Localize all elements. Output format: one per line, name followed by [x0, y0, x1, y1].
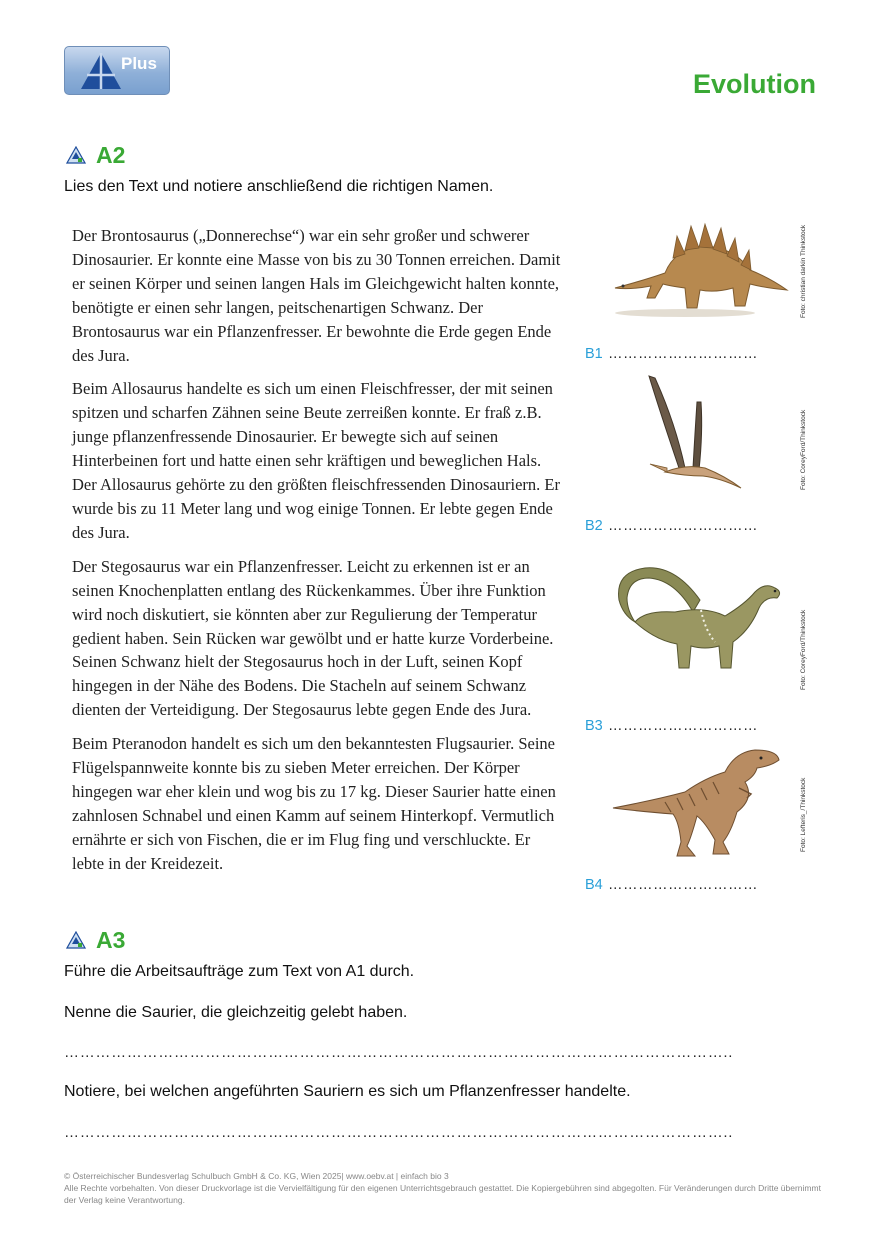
- task-id: A2: [96, 141, 126, 168]
- paragraph-pteranodon: Beim Pteranodon handelt es sich um den bekanntesten Flugsaurier. Seine Flügelspannweite konnte bis zu sieben Meter erreichen. Der Körper hingegen war eher klein und wog bis zu 17 kg. Dieser Saurier hatte einen zahnlosen Schnabel und einen Kamm auf seinem Hinterkopf. Vermutlich ernährte er sich von Fischen, die er im Flug fing und verschluckte. Er lebte in der Kreidezeit.: [72, 734, 556, 873]
- paragraph-allosaurus: Beim Allosaurus handelte es sich um einen Fleischfresser, der mit seinen spitzen und scharfen Zähnen seine Beute zerreißen konnte. Er fraß z.B. junge pflanzenfressende Dinosaurier. Er bewegte sich auf seinen Hinterbeinen fort und hatte einen sehr kräftigen und beweglichen Hals. Der Allosaurus gehörte zu den größten fleischfressenden Dinosauriern. Er wurde bis zu 11 Meter lang und wog einige Tonnen. Er lebte gegen Ende des Jura.: [72, 379, 560, 542]
- answer-line-1[interactable]: ………………………………………………………………………………………………………………..: [64, 1044, 734, 1061]
- footer-copyright: © Österreichischer Bundesverlag Schulbuch GmbH & Co. KG, Wien 2025| www.oebv.at | einfach bio 3: [64, 1171, 449, 1181]
- photo-credit-b3: Foto: CoreyFord/Thinkstock: [800, 609, 807, 690]
- a2-instruction: Lies den Text und notiere anschließend die richtigen Namen.: [64, 178, 494, 195]
- logo-text: Plus: [121, 54, 157, 73]
- a3-instruction: Führe die Arbeitsaufträge zum Text von A1 durch.: [64, 963, 415, 980]
- brontosaurus-image: [605, 560, 795, 675]
- footer: [64, 1170, 824, 1206]
- plus-logo: [64, 46, 170, 95]
- task-level-icon: [66, 146, 86, 164]
- label-b2: B2: [585, 518, 603, 534]
- answer-b2[interactable]: …………………………: [608, 518, 758, 534]
- label-b3: B3: [585, 718, 603, 734]
- photo-credit-b2: Foto: CoreyFord/Thinkstock: [800, 409, 807, 490]
- footer-rights: Alle Rechte vorbehalten. Von dieser Druckvorlage ist die Vervielfältigung für den eigenen Unterrichtsgebrauch gestattet. Die Kopiergebühren sind abgegolten. Für Veränderungen durch Dritte übernimmt der Verlag keine Verantwortung.: [64, 1183, 821, 1205]
- reading-text: [72, 224, 562, 886]
- page-title: Evolution: [693, 69, 816, 99]
- pteranodon-image: [605, 372, 795, 492]
- answer-b3[interactable]: …………………………: [608, 718, 758, 734]
- stegosaurus-image: [605, 218, 795, 318]
- label-b1: B1: [585, 346, 603, 362]
- answer-b1[interactable]: …………………………: [608, 346, 758, 362]
- a3-question-1: Nenne die Saurier, die gleichzeitig gelebt haben.: [64, 1004, 408, 1021]
- task-a2-heading: [66, 141, 125, 169]
- photo-credit-b4: Foto: Lefteris_/Thinkstock: [800, 777, 807, 852]
- answer-line-2[interactable]: ………………………………………………………………………………………………………………..: [64, 1124, 734, 1141]
- task-level-icon: [66, 931, 86, 949]
- task-a3-heading: [66, 926, 125, 954]
- a3-question-2: Notiere, bei welchen angeführten Sauriern es sich um Pflanzenfresser handelte.: [64, 1083, 631, 1100]
- paragraph-brontosaurus: Der Brontosaurus („Donnerechse“) war ein sehr großer und schwerer Dinosaurier. Er konnte eine Masse von bis zu 30 Tonnen erreichen. Damit er seinen Körper und seinen langen Hals im Gleichgewicht halten konnte, benötigte er einen sehr langen, peitschenartigen Schwanz. Der Brontosaurus war ein Pflanzenfresser. Er bewohnte die Erde gegen Ende des Jura.: [72, 226, 561, 365]
- paragraph-stegosaurus: Der Stegosaurus war ein Pflanzenfresser. Leicht zu erkennen ist er an seinen Knochenplatten entlang des Rückenkammes. Über ihre Funktion wird noch diskutiert, sie könnten aber zur Regulierung der Temperatur gedient haben. Sein Rücken war gewölbt und er hatte kurze Vorderbeine. Seinen Schwanz hielt der Stegosaurus hoch in der Luft, seinen Kopf hingegen in der Nähe des Bodens. Die Stacheln auf seinem Schwanz dienten der Verteidigung. Der Stegosaurus lebte gegen Ende des Jura.: [72, 556, 554, 720]
- label-b4: B4: [585, 877, 603, 893]
- task-id: A3: [96, 926, 126, 953]
- allosaurus-image: [605, 742, 795, 862]
- triangle-logo-icon: [79, 51, 123, 91]
- answer-b4[interactable]: …………………………: [608, 877, 758, 893]
- photo-credit-b1: Foto: christian darkin Thinkstock: [800, 224, 807, 318]
